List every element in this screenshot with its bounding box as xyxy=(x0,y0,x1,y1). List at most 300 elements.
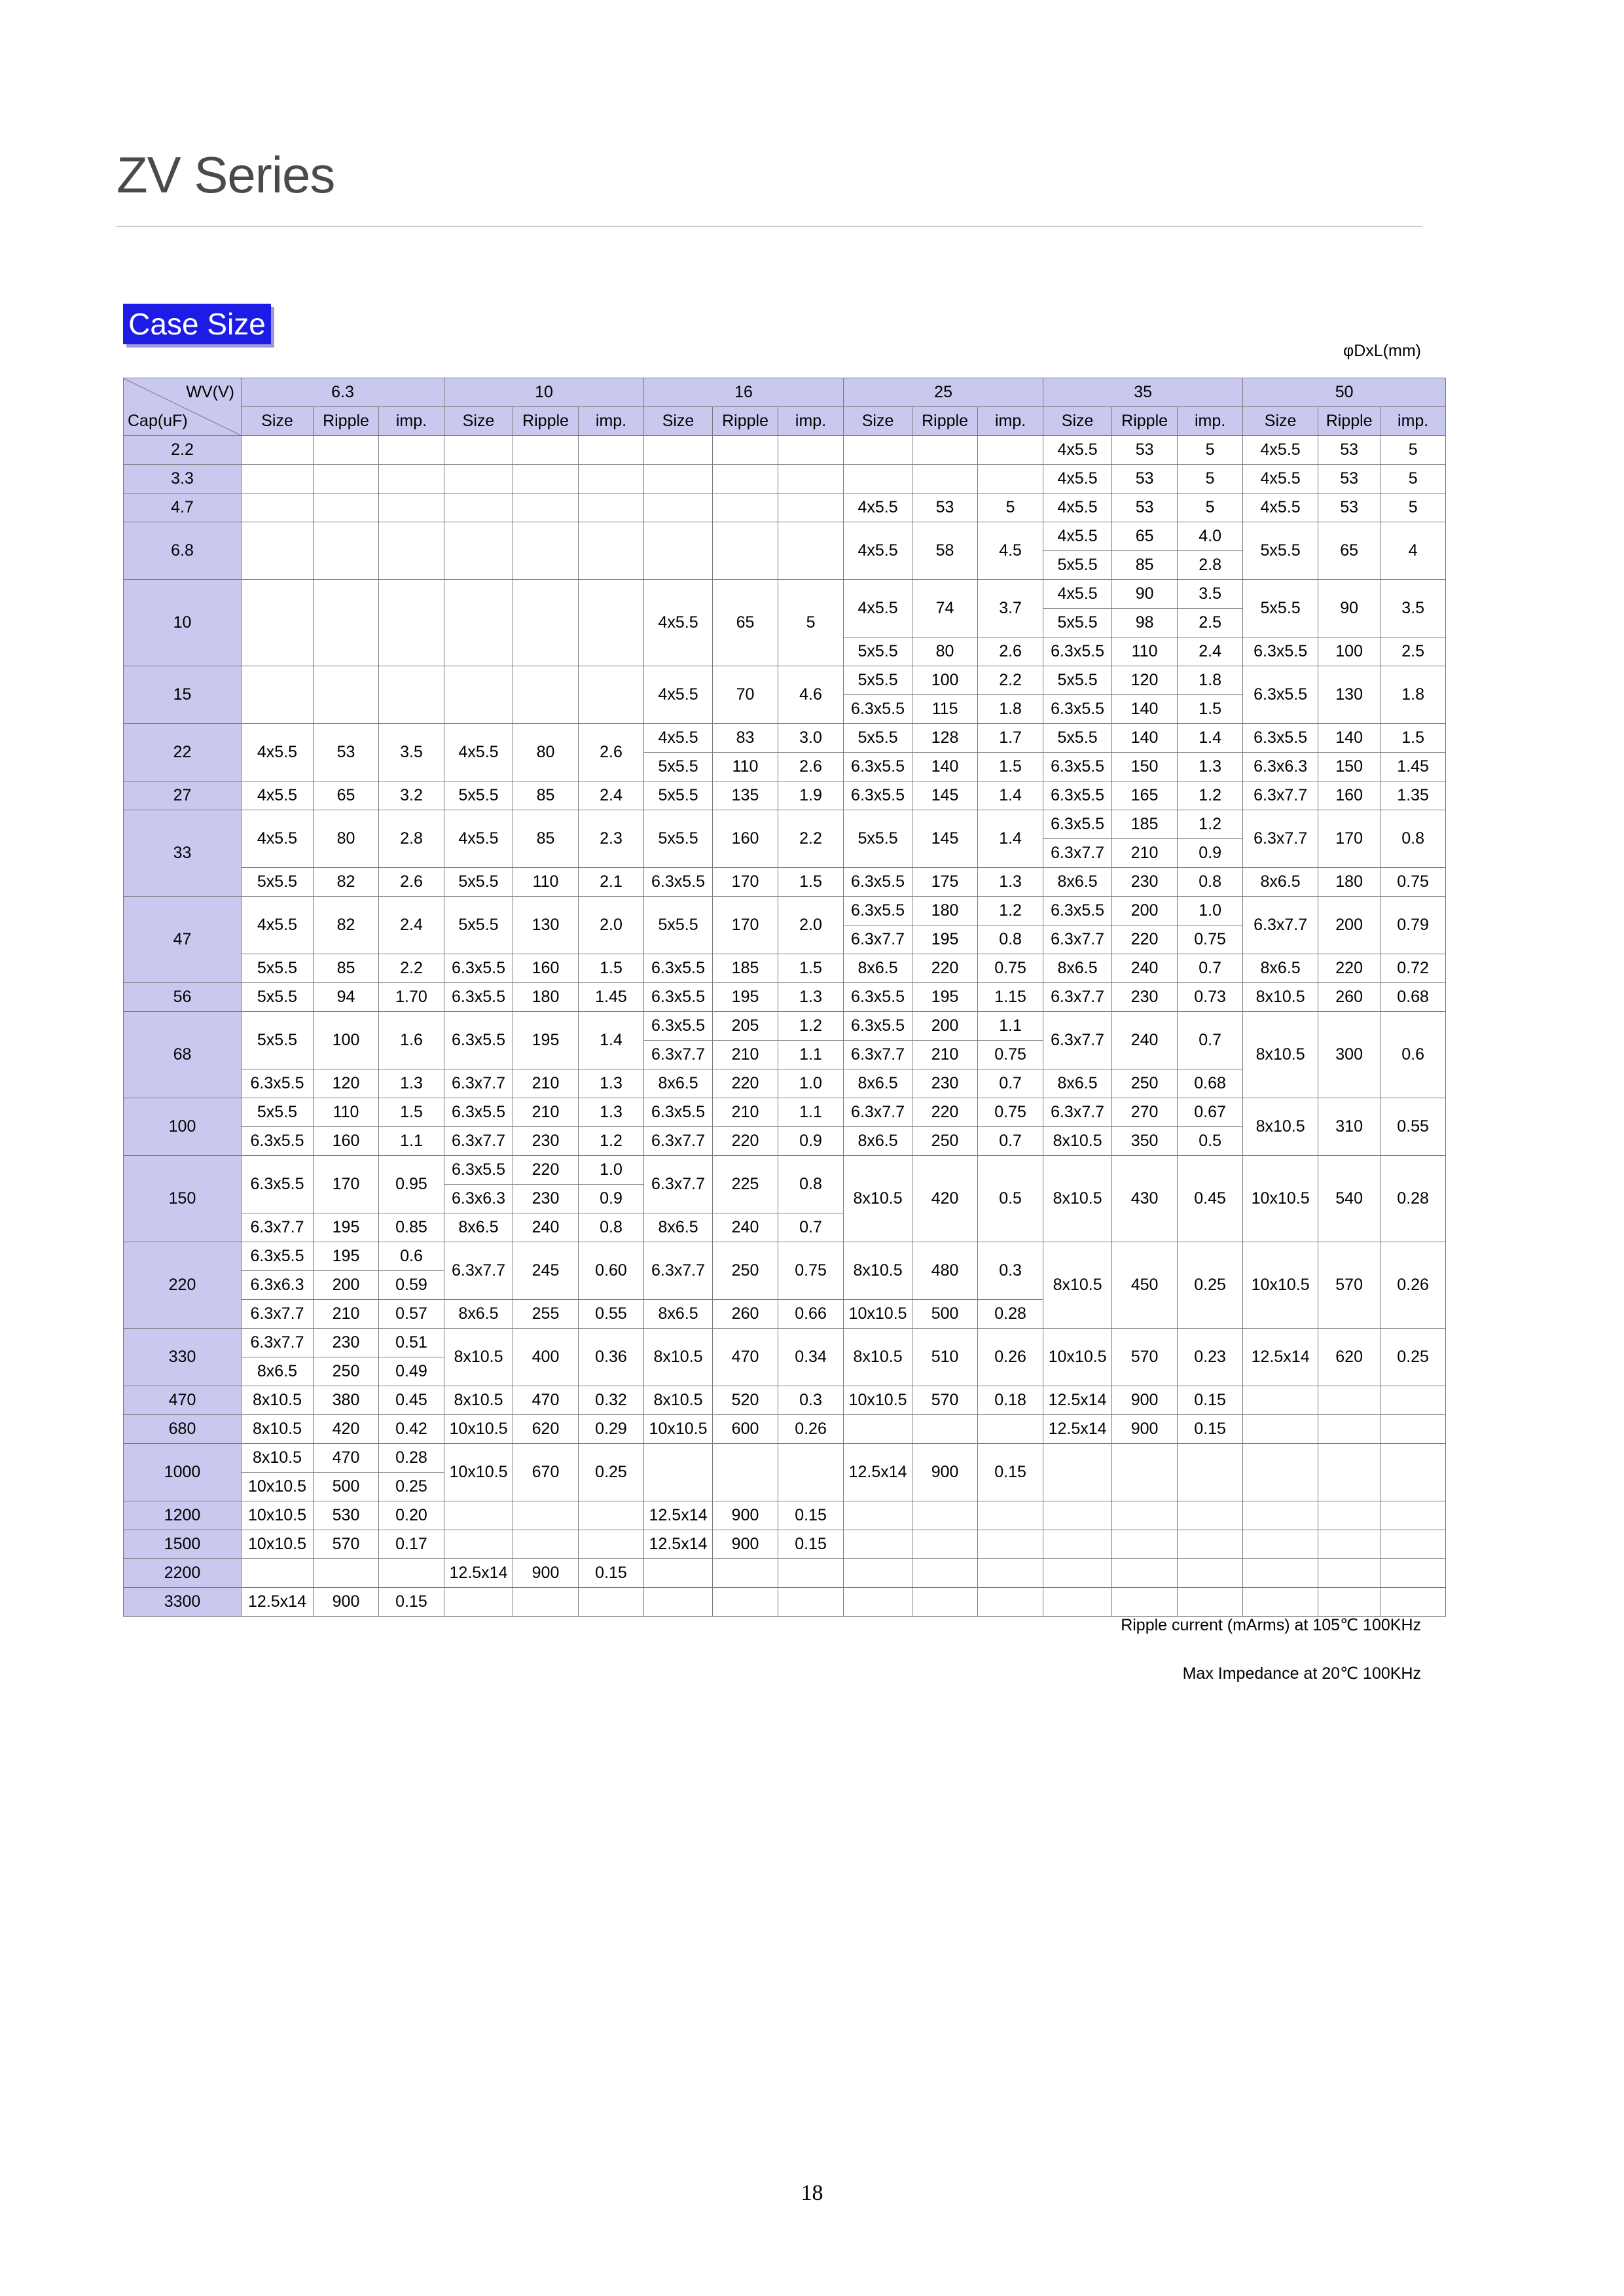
capacitance-cell: 4.7 xyxy=(124,493,242,522)
size-cell: 5x5.5 xyxy=(844,810,912,868)
empty-cell xyxy=(1318,1386,1380,1415)
imp-cell: 0.8 xyxy=(778,1156,844,1213)
ripple-cell: 260 xyxy=(1318,983,1380,1012)
imp-cell: 0.23 xyxy=(1178,1329,1243,1386)
size-cell: 5x5.5 xyxy=(1043,609,1112,637)
ripple-cell: 220 xyxy=(912,1098,978,1127)
ripple-cell: 150 xyxy=(1112,753,1178,781)
empty-cell xyxy=(713,436,778,465)
size-cell: 8x10.5 xyxy=(1243,1012,1318,1098)
imp-cell: 0.25 xyxy=(1380,1329,1446,1386)
empty-cell xyxy=(579,1501,644,1530)
empty-cell xyxy=(314,580,379,666)
capacitance-cell: 1000 xyxy=(124,1444,242,1501)
ripple-cell: 240 xyxy=(713,1213,778,1242)
ripple-cell: 128 xyxy=(912,724,978,753)
size-cell: 8x6.5 xyxy=(1043,954,1112,983)
size-cell: 8x10.5 xyxy=(444,1329,513,1386)
size-cell: 6.3x7.7 xyxy=(1043,925,1112,954)
size-cell: 8x6.5 xyxy=(1243,868,1318,897)
size-cell: 10x10.5 xyxy=(242,1530,314,1559)
voltage-header: 10 xyxy=(444,378,644,407)
ripple-cell: 220 xyxy=(513,1156,579,1185)
empty-cell xyxy=(513,580,579,666)
size-cell: 6.3x5.5 xyxy=(844,983,912,1012)
imp-cell: 1.4 xyxy=(579,1012,644,1069)
empty-cell xyxy=(242,436,314,465)
ripple-cell: 195 xyxy=(912,983,978,1012)
empty-cell xyxy=(1243,1559,1318,1588)
table-row xyxy=(124,1501,1446,1530)
imp-cell: 0.34 xyxy=(778,1329,844,1386)
empty-cell xyxy=(778,1588,844,1617)
imp-cell: 1.2 xyxy=(978,897,1043,925)
empty-cell xyxy=(579,1588,644,1617)
ripple-cell: 85 xyxy=(314,954,379,983)
ripple-cell: 250 xyxy=(912,1127,978,1156)
empty-cell xyxy=(444,1530,513,1559)
imp-cell: 0.26 xyxy=(978,1329,1043,1386)
capacitance-cell: 470 xyxy=(124,1386,242,1415)
imp-cell: 1.8 xyxy=(978,695,1043,724)
capacitance-cell: 2200 xyxy=(124,1559,242,1588)
empty-cell xyxy=(1043,1501,1112,1530)
imp-cell: 0.79 xyxy=(1380,897,1446,954)
ripple-cell: 100 xyxy=(1318,637,1380,666)
empty-cell xyxy=(978,1559,1043,1588)
imp-cell: 0.75 xyxy=(978,1041,1043,1069)
voltage-header: 25 xyxy=(844,378,1043,407)
size-cell: 6.3x5.5 xyxy=(644,868,713,897)
empty-cell xyxy=(1318,1444,1380,1501)
ripple-cell: 195 xyxy=(513,1012,579,1069)
size-cell: 8x10.5 xyxy=(1043,1127,1112,1156)
table-row xyxy=(124,781,1446,810)
size-cell: 5x5.5 xyxy=(242,868,314,897)
ripple-cell: 53 xyxy=(314,724,379,781)
imp-cell: 0.45 xyxy=(379,1386,444,1415)
table-row xyxy=(124,1098,1446,1127)
voltage-header: 16 xyxy=(644,378,844,407)
imp-header: imp. xyxy=(978,407,1043,436)
size-cell: 6.3x7.7 xyxy=(1043,1098,1112,1127)
empty-cell xyxy=(513,666,579,724)
size-cell: 6.3x5.5 xyxy=(242,1242,314,1271)
empty-cell xyxy=(912,1530,978,1559)
imp-header: imp. xyxy=(379,407,444,436)
size-header: Size xyxy=(242,407,314,436)
size-cell: 8x6.5 xyxy=(844,954,912,983)
table-row xyxy=(124,493,1446,522)
capacitance-cell: 68 xyxy=(124,1012,242,1098)
size-cell: 6.3x7.7 xyxy=(844,1041,912,1069)
table-row xyxy=(124,897,1446,925)
ripple-cell: 90 xyxy=(1112,580,1178,609)
ripple-cell: 200 xyxy=(912,1012,978,1041)
size-cell: 6.3x5.5 xyxy=(444,1012,513,1069)
imp-cell: 0.7 xyxy=(1178,954,1243,983)
imp-cell: 1.1 xyxy=(978,1012,1043,1041)
imp-cell: 1.1 xyxy=(379,1127,444,1156)
size-cell: 4x5.5 xyxy=(844,493,912,522)
size-cell: 6.3x5.5 xyxy=(1043,753,1112,781)
size-cell: 6.3x5.5 xyxy=(644,954,713,983)
empty-cell xyxy=(778,493,844,522)
imp-header: imp. xyxy=(579,407,644,436)
ripple-cell: 310 xyxy=(1318,1098,1380,1156)
ripple-cell: 570 xyxy=(1318,1242,1380,1329)
empty-cell xyxy=(444,580,513,666)
capacitance-cell: 15 xyxy=(124,666,242,724)
section-badge: Case Size xyxy=(123,304,271,344)
imp-cell: 0.51 xyxy=(379,1329,444,1357)
size-cell: 6.3x5.5 xyxy=(242,1156,314,1213)
imp-cell: 1.4 xyxy=(978,810,1043,868)
ripple-cell: 65 xyxy=(1112,522,1178,551)
size-cell: 6.3x6.3 xyxy=(1243,753,1318,781)
imp-cell: 0.7 xyxy=(778,1213,844,1242)
size-cell: 6.3x7.7 xyxy=(242,1329,314,1357)
empty-cell xyxy=(1243,1588,1318,1617)
size-cell: 8x6.5 xyxy=(644,1069,713,1098)
ripple-cell: 195 xyxy=(713,983,778,1012)
imp-cell: 0.15 xyxy=(1178,1415,1243,1444)
ripple-cell: 230 xyxy=(314,1329,379,1357)
ripple-cell: 83 xyxy=(713,724,778,753)
empty-cell xyxy=(1043,1530,1112,1559)
empty-cell xyxy=(1243,1501,1318,1530)
ripple-cell: 300 xyxy=(1318,1012,1380,1098)
empty-cell xyxy=(1112,1444,1178,1501)
imp-cell: 0.57 xyxy=(379,1300,444,1329)
imp-cell: 3.5 xyxy=(1380,580,1446,637)
dimension-unit-note: φDxL(mm) xyxy=(1343,342,1421,360)
ripple-cell: 195 xyxy=(314,1213,379,1242)
size-cell: 6.3x7.7 xyxy=(1243,781,1318,810)
ripple-cell: 210 xyxy=(513,1069,579,1098)
size-cell: 5x5.5 xyxy=(444,897,513,954)
size-cell: 6.3x5.5 xyxy=(644,983,713,1012)
capacitance-cell: 680 xyxy=(124,1415,242,1444)
imp-cell: 1.35 xyxy=(1380,781,1446,810)
imp-cell: 0.6 xyxy=(1380,1012,1446,1098)
ripple-header: Ripple xyxy=(713,407,778,436)
imp-cell: 5 xyxy=(778,580,844,666)
empty-cell xyxy=(778,436,844,465)
empty-cell xyxy=(1380,1444,1446,1501)
imp-cell: 0.28 xyxy=(1380,1156,1446,1242)
empty-cell xyxy=(579,580,644,666)
imp-cell: 0.45 xyxy=(1178,1156,1243,1242)
ripple-cell: 110 xyxy=(513,868,579,897)
size-cell: 10x10.5 xyxy=(1243,1156,1318,1242)
empty-cell xyxy=(644,522,713,580)
size-cell: 4x5.5 xyxy=(1043,436,1112,465)
ripple-cell: 620 xyxy=(1318,1329,1380,1386)
empty-cell xyxy=(713,1588,778,1617)
ripple-cell: 220 xyxy=(713,1127,778,1156)
table-row xyxy=(124,724,1446,753)
empty-cell xyxy=(513,522,579,580)
imp-cell: 0.9 xyxy=(579,1185,644,1213)
size-cell: 4x5.5 xyxy=(242,897,314,954)
imp-cell: 0.85 xyxy=(379,1213,444,1242)
imp-cell: 1.5 xyxy=(778,868,844,897)
size-cell: 12.5x14 xyxy=(1043,1386,1112,1415)
ripple-cell: 380 xyxy=(314,1386,379,1415)
imp-cell: 0.75 xyxy=(1380,868,1446,897)
table-row xyxy=(124,522,1446,551)
size-cell: 6.3x7.7 xyxy=(242,1300,314,1329)
size-cell: 5x5.5 xyxy=(1043,666,1112,695)
ripple-cell: 270 xyxy=(1112,1098,1178,1127)
ripple-cell: 180 xyxy=(1318,868,1380,897)
size-cell: 8x10.5 xyxy=(1243,1098,1318,1156)
empty-cell xyxy=(778,1559,844,1588)
capacitance-cell: 1500 xyxy=(124,1530,242,1559)
empty-cell xyxy=(644,1444,713,1501)
imp-cell: 1.3 xyxy=(778,983,844,1012)
imp-cell: 3.0 xyxy=(778,724,844,753)
voltage-header: 6.3 xyxy=(242,378,444,407)
size-cell: 5x5.5 xyxy=(844,637,912,666)
empty-cell xyxy=(1243,1386,1318,1415)
imp-cell: 0.55 xyxy=(579,1300,644,1329)
imp-cell: 1.8 xyxy=(1178,666,1243,695)
imp-cell: 0.28 xyxy=(379,1444,444,1473)
ripple-cell: 480 xyxy=(912,1242,978,1300)
table-row xyxy=(124,1156,1446,1185)
size-cell: 4x5.5 xyxy=(644,580,713,666)
size-cell: 6.3x5.5 xyxy=(1043,695,1112,724)
ripple-cell: 195 xyxy=(314,1242,379,1271)
size-cell: 5x5.5 xyxy=(1043,724,1112,753)
ripple-cell: 205 xyxy=(713,1012,778,1041)
ripple-cell: 900 xyxy=(1112,1415,1178,1444)
empty-cell xyxy=(1380,1501,1446,1530)
empty-cell xyxy=(978,1501,1043,1530)
empty-cell xyxy=(1178,1501,1243,1530)
empty-cell xyxy=(978,1588,1043,1617)
ripple-cell: 620 xyxy=(513,1415,579,1444)
imp-cell: 2.4 xyxy=(379,897,444,954)
size-cell: 5x5.5 xyxy=(242,1012,314,1069)
ripple-cell: 145 xyxy=(912,781,978,810)
empty-cell xyxy=(513,436,579,465)
empty-cell xyxy=(1380,1386,1446,1415)
capacitance-cell: 33 xyxy=(124,810,242,897)
imp-cell: 0.5 xyxy=(1178,1127,1243,1156)
size-header: Size xyxy=(644,407,713,436)
imp-cell: 4.5 xyxy=(978,522,1043,580)
ripple-cell: 220 xyxy=(1318,954,1380,983)
imp-cell: 0.8 xyxy=(1380,810,1446,868)
imp-cell: 0.3 xyxy=(978,1242,1043,1300)
size-cell: 4x5.5 xyxy=(644,724,713,753)
ripple-cell: 470 xyxy=(513,1386,579,1415)
size-cell: 5x5.5 xyxy=(1243,580,1318,637)
size-cell: 6.3x7.7 xyxy=(1243,810,1318,868)
size-cell: 6.3x5.5 xyxy=(1243,724,1318,753)
page-number: 18 xyxy=(801,2181,823,2205)
ripple-cell: 110 xyxy=(1112,637,1178,666)
size-cell: 8x10.5 xyxy=(1043,1156,1112,1242)
imp-cell: 0.25 xyxy=(1178,1242,1243,1329)
size-cell: 8x10.5 xyxy=(644,1329,713,1386)
empty-cell xyxy=(444,465,513,493)
imp-cell: 2.8 xyxy=(379,810,444,868)
size-cell: 6.3x7.7 xyxy=(1043,1012,1112,1069)
ripple-cell: 230 xyxy=(1112,983,1178,1012)
size-cell: 6.3x7.7 xyxy=(644,1242,713,1300)
empty-cell xyxy=(513,493,579,522)
empty-cell xyxy=(242,522,314,580)
ripple-cell: 540 xyxy=(1318,1156,1380,1242)
imp-cell: 0.15 xyxy=(379,1588,444,1617)
wv-label: WV(V) xyxy=(186,383,234,401)
empty-cell xyxy=(1318,1415,1380,1444)
size-cell: 5x5.5 xyxy=(644,753,713,781)
ripple-cell: 225 xyxy=(713,1156,778,1213)
imp-cell: 3.2 xyxy=(379,781,444,810)
imp-cell: 1.15 xyxy=(978,983,1043,1012)
empty-cell xyxy=(513,1501,579,1530)
imp-cell: 0.32 xyxy=(579,1386,644,1415)
imp-cell: 5 xyxy=(1178,465,1243,493)
size-cell: 12.5x14 xyxy=(844,1444,912,1501)
size-cell: 8x10.5 xyxy=(444,1386,513,1415)
empty-cell xyxy=(1318,1588,1380,1617)
empty-cell xyxy=(978,1530,1043,1559)
imp-header: imp. xyxy=(1380,407,1446,436)
empty-cell xyxy=(713,493,778,522)
ripple-cell: 900 xyxy=(713,1501,778,1530)
empty-cell xyxy=(1318,1501,1380,1530)
table-row xyxy=(124,1012,1446,1041)
empty-cell xyxy=(713,1444,778,1501)
empty-cell xyxy=(314,666,379,724)
ripple-cell: 70 xyxy=(713,666,778,724)
header-corner-cell xyxy=(124,378,242,436)
ripple-cell: 900 xyxy=(314,1588,379,1617)
empty-cell xyxy=(713,522,778,580)
size-cell: 6.3x5.5 xyxy=(1043,781,1112,810)
empty-cell xyxy=(1043,1559,1112,1588)
imp-cell: 1.2 xyxy=(1178,810,1243,839)
ripple-cell: 180 xyxy=(912,897,978,925)
imp-cell: 1.4 xyxy=(978,781,1043,810)
size-cell: 8x6.5 xyxy=(1243,954,1318,983)
ripple-cell: 135 xyxy=(713,781,778,810)
empty-cell xyxy=(1318,1559,1380,1588)
ripple-header: Ripple xyxy=(912,407,978,436)
imp-cell: 0.42 xyxy=(379,1415,444,1444)
size-cell: 4x5.5 xyxy=(444,810,513,868)
ripple-cell: 210 xyxy=(314,1300,379,1329)
imp-cell: 0.18 xyxy=(978,1386,1043,1415)
imp-cell: 1.7 xyxy=(978,724,1043,753)
ripple-cell: 185 xyxy=(1112,810,1178,839)
size-cell: 8x10.5 xyxy=(242,1386,314,1415)
page-title: ZV Series xyxy=(117,146,335,204)
size-cell: 8x6.5 xyxy=(444,1300,513,1329)
ripple-cell: 170 xyxy=(1318,810,1380,868)
size-cell: 4x5.5 xyxy=(844,580,912,637)
ripple-cell: 140 xyxy=(1112,695,1178,724)
ripple-cell: 240 xyxy=(1112,1012,1178,1069)
ripple-cell: 200 xyxy=(314,1271,379,1300)
ripple-cell: 255 xyxy=(513,1300,579,1329)
imp-cell: 2.8 xyxy=(1178,551,1243,580)
imp-cell: 0.73 xyxy=(1178,983,1243,1012)
ripple-cell: 240 xyxy=(513,1213,579,1242)
size-cell: 6.3x7.7 xyxy=(444,1242,513,1300)
capacitance-cell: 3.3 xyxy=(124,465,242,493)
imp-cell: 2.6 xyxy=(778,753,844,781)
ripple-cell: 195 xyxy=(912,925,978,954)
size-cell: 6.3x7.7 xyxy=(1043,983,1112,1012)
empty-cell xyxy=(314,1559,379,1588)
empty-cell xyxy=(579,1530,644,1559)
table-row xyxy=(124,1386,1446,1415)
size-cell: 8x10.5 xyxy=(1243,983,1318,1012)
size-cell: 8x6.5 xyxy=(844,1127,912,1156)
size-cell: 12.5x14 xyxy=(242,1588,314,1617)
size-cell: 6.3x7.7 xyxy=(844,925,912,954)
size-cell: 6.3x5.5 xyxy=(844,781,912,810)
imp-cell: 0.26 xyxy=(1380,1242,1446,1329)
size-cell: 10x10.5 xyxy=(242,1473,314,1501)
size-cell: 10x10.5 xyxy=(844,1300,912,1329)
ripple-cell: 74 xyxy=(912,580,978,637)
empty-cell xyxy=(314,522,379,580)
capacitance-cell: 100 xyxy=(124,1098,242,1156)
ripple-cell: 430 xyxy=(1112,1156,1178,1242)
ripple-cell: 420 xyxy=(314,1415,379,1444)
ripple-cell: 165 xyxy=(1112,781,1178,810)
table-row xyxy=(124,1588,1446,1617)
empty-cell xyxy=(844,1501,912,1530)
ripple-header: Ripple xyxy=(314,407,379,436)
empty-cell xyxy=(579,666,644,724)
imp-cell: 1.3 xyxy=(579,1098,644,1127)
imp-cell: 1.45 xyxy=(579,983,644,1012)
ripple-cell: 500 xyxy=(912,1300,978,1329)
imp-cell: 0.26 xyxy=(778,1415,844,1444)
imp-cell: 2.6 xyxy=(579,724,644,781)
size-cell: 8x6.5 xyxy=(242,1357,314,1386)
ripple-cell: 170 xyxy=(713,897,778,954)
empty-cell xyxy=(778,522,844,580)
empty-cell xyxy=(1178,1444,1243,1501)
empty-cell xyxy=(1380,1415,1446,1444)
ripple-cell: 250 xyxy=(713,1242,778,1300)
ripple-cell: 210 xyxy=(713,1098,778,1127)
empty-cell xyxy=(844,436,912,465)
size-cell: 12.5x14 xyxy=(644,1530,713,1559)
size-cell: 4x5.5 xyxy=(1043,580,1112,609)
ripple-cell: 53 xyxy=(1318,436,1380,465)
imp-header: imp. xyxy=(1178,407,1243,436)
empty-cell xyxy=(978,465,1043,493)
imp-cell: 0.75 xyxy=(978,1098,1043,1127)
empty-cell xyxy=(1112,1530,1178,1559)
empty-cell xyxy=(912,436,978,465)
empty-cell xyxy=(912,465,978,493)
imp-header: imp. xyxy=(778,407,844,436)
empty-cell xyxy=(314,465,379,493)
imp-cell: 0.15 xyxy=(978,1444,1043,1501)
